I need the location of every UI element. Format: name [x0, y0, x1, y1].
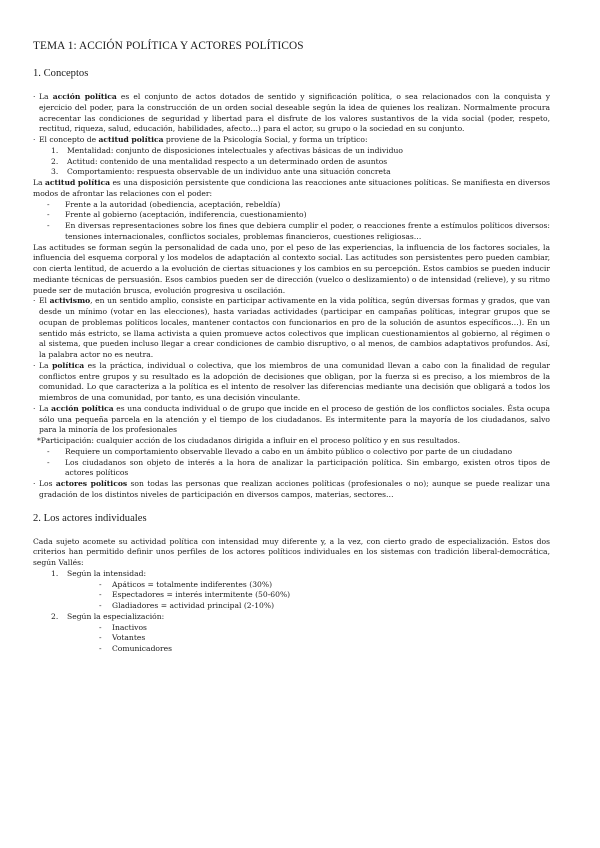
term-actitud-politica: actitud política	[98, 135, 164, 144]
paragraph-participacion: *Participación: cualquier acción de los ciudadanos dirigida a influir en el proceso político y en sus resultados.	[37, 436, 460, 445]
text: proviene de la Psicología Social, y forma un tríptico:	[163, 135, 368, 144]
list-item: 2. Actitud: contenido de una mentalidad respecto a un determinado orden de asuntos	[51, 156, 388, 166]
term-actores-politicos: actores políticos	[55, 479, 128, 488]
section-heading-actores-individuales: 2. Los actores individuales	[33, 512, 147, 524]
bullet-mark: ·	[33, 360, 36, 370]
text: En diversas representaciones sobre los fines que debiera cumplir el poder, o reacciones frente a estímulos políticos diversos: tensiones internacionales, conflictos sociales, problemas financieros, cuestiones religiosas…	[65, 221, 550, 241]
text: es el conjunto de actos dotados de sentido y significación política, o sea relacionados con la conquista y ejercicio del poder, para la construcción de un orden social deseable según la idea de quienes los realizan. Normalmente procura acrecentar las condiciones de seguridad y libertad para el disfrute de los valores sustantivos de la vida social (poder, respeto, rectitud, riqueza, salud, educación, habilidades, afecto…) para el actor, su grupo o la sociedad en su conjunto.	[39, 92, 550, 134]
dash-mark: -	[99, 601, 102, 610]
list-item	[33, 623, 550, 634]
list-item: 1. Mentalidad: conjunto de disposiciones intelectuales y afectivas básicas de un individuo	[51, 145, 403, 155]
text: Frente a la autoridad (obediencia, aceptación, rebeldía)	[65, 199, 281, 209]
dash-mark: -	[99, 590, 102, 600]
paragraph-accion-politica	[33, 92, 550, 135]
dash-mark: -	[47, 221, 50, 230]
list-item: 3. Comportamiento: respuesta observable de un individuo ante una situación concreta	[51, 167, 391, 177]
text: Requiere un comportamiento observable llevado a cabo en un ámbito público o colectivo por parte de un ciudadano	[65, 446, 513, 456]
text: Mentalidad: conjunto de disposiciones intelectuales y afectivas básicas de un individuo	[67, 145, 403, 155]
list-item	[33, 580, 550, 591]
participacion-list	[33, 447, 550, 479]
term-accion-politica: acción política	[52, 92, 117, 101]
text: Frente al gobierno (aceptación, indiferencia, cuestionamiento)	[65, 210, 307, 220]
modos-list	[33, 200, 550, 243]
text: Comunicadores	[112, 644, 173, 653]
paragraph-actitudes: Las actitudes se forman según la personalidad de cada uno, por el peso de las experiencias, la influencia de los factores sociales, la influencia del esquema corporal y los modelos de adaptación al contexto social. Las actitudes son persistentes pero pueden cambiar, con cierta lentitud, de acuerdo a la evolución de ciertas situaciones y los cambios en su percepción. Estos cambios se pueden inducir mediante técnicas de persuasión. Esos cambios pueden ser de dirección (vuelco o deslizamiento) o de intensidad (relieve), y su ritmo puede ser de mutación brusca, evolución progresiva u oscilación.	[33, 242, 550, 295]
list-item	[33, 601, 550, 612]
text: El concepto de	[39, 135, 99, 144]
list-item	[33, 590, 550, 601]
term-actitud-politica: actitud política	[45, 178, 111, 187]
list-item: 1. Según la intensidad:	[51, 568, 147, 578]
text: Según la especialización:	[67, 611, 165, 621]
paragraph-actitud-def	[33, 178, 550, 200]
dash-mark: -	[47, 457, 50, 467]
paragraph-actores-intro: Cada sujeto acomete su actividad política con intensidad muy diferente y, a la vez, con cierto grado de especialización. Estos dos criterios han permitido definir unos perfiles de los actores políticos individuales en los sistemas con tradición liberal-democrática, según Vallés:	[33, 536, 550, 567]
paragraph-accion-politica-2	[33, 404, 550, 436]
paragraph-politica	[33, 361, 550, 404]
text: es la práctica, individual o colectiva, que los miembros de una comunidad llevan a cabo con la finalidad de regular conflictos entre grupos y su resultado es la adopción de decisiones que obligan, por la fuerza si es preciso, a los miembros de la comunidad. Lo que caracteriza a la política es el intento de resolver las diferencias mediante una decisión que obligará a todos los miembros de una comunidad, por tanto, es una decisión vinculante.	[39, 360, 551, 402]
paragraph-actitud-intro	[33, 135, 550, 146]
term-politica: política	[52, 360, 85, 370]
text: La	[39, 403, 52, 413]
paragraph-activismo	[33, 296, 550, 361]
list-item	[33, 633, 550, 644]
text: Los ciudadanos son objeto de interés a la hora de analizar la participación política. Sin embargo, existen otros tipos de actores políticos	[65, 457, 550, 478]
page-title: TEMA 1: ACCIÓN POLÍTICA Y ACTORES POLÍTICOS	[33, 40, 304, 52]
text: es una conducta individual o de grupo que incide en el proceso de gestión de los conflictos sociales. Ésta ocupa sólo una pequeña parcela en la atención y el tiempo de los ciudadanos. Es intermitente para la mayoría de los ciudadanos, salvo para la minoría de los profesionales	[39, 403, 550, 435]
list-item	[33, 644, 550, 655]
list-item	[33, 447, 550, 458]
bullet-mark: ·	[33, 92, 36, 101]
text: Inactivos	[112, 622, 147, 632]
text: Según la intensidad:	[67, 568, 147, 578]
bullet-mark: ·	[33, 135, 36, 144]
text: Espectadores = interés intermitente (50-60%)	[112, 590, 291, 600]
text: Comportamiento: respuesta observable de un individuo ante una situación concreta	[67, 167, 391, 177]
list-item: 2. Según la especialización:	[51, 611, 165, 621]
list-item	[33, 200, 550, 211]
term-accion-politica: acción política	[51, 403, 114, 413]
criterios-list	[33, 569, 550, 655]
text: , en un sentido amplio, consiste en participar activamente en la vida política, según diversas formas y grados, que van desde un mínimo (votar en las elecciones), hasta variadas actividades (participar en campañas políticas, integrar grupos que se ocupan de problemas políticos locales, mantener contactos con funcionarios en pro de la solución de asuntos específicos…). En un sentido más estricto, se llama activista a quien promueve actos colectivos que implican cuestionamientos al gobierno, al régimen o al sistema, que pueden incluso llegar a crear condiciones de cambio disruptivo, o al menos, de cambios adaptativos profundos. Así, la palabra actor no es neutra.	[39, 296, 550, 359]
text: son todas las personas que realizan acciones políticas (profesionales o no); aunque se puede realizar una gradación de los distintos niveles de participación en diversos campos, materias, sectores…	[39, 479, 550, 499]
dash-mark: -	[99, 633, 102, 643]
dash-mark: -	[99, 644, 102, 653]
text: Los	[39, 479, 56, 488]
text: La	[39, 360, 53, 370]
bullet-mark: ·	[33, 479, 36, 488]
dash-mark: -	[99, 622, 102, 632]
triptico-list	[33, 146, 550, 178]
dash-mark: -	[47, 199, 50, 209]
bullet-mark: ·	[33, 296, 36, 306]
text: Gladiadores = actividad principal (2-10%)	[112, 601, 275, 610]
list-item	[33, 210, 550, 221]
dash-mark: -	[47, 210, 50, 220]
bullet-mark: ·	[33, 403, 36, 413]
dash-mark: -	[99, 579, 102, 589]
paragraph-actores	[33, 479, 550, 501]
text: El	[39, 296, 50, 306]
text: es una disposición persistente que condiciona las reacciones ante situaciones políticas. Se manifiesta en diversos modos de afrontar las relaciones con el poder:	[33, 178, 550, 198]
text: Votantes	[112, 633, 146, 643]
list-item	[33, 221, 550, 243]
term-activismo: activismo	[49, 296, 91, 306]
list-item	[33, 458, 550, 480]
section-heading-conceptos: 1. Conceptos	[33, 68, 89, 79]
dash-mark: -	[47, 446, 50, 456]
text: La	[33, 178, 45, 187]
text: La	[39, 92, 53, 101]
text: Apáticos = totalmente indiferentes (30%)	[112, 579, 273, 589]
text: Actitud: contenido de una mentalidad respecto a un determinado orden de asuntos	[67, 156, 388, 166]
